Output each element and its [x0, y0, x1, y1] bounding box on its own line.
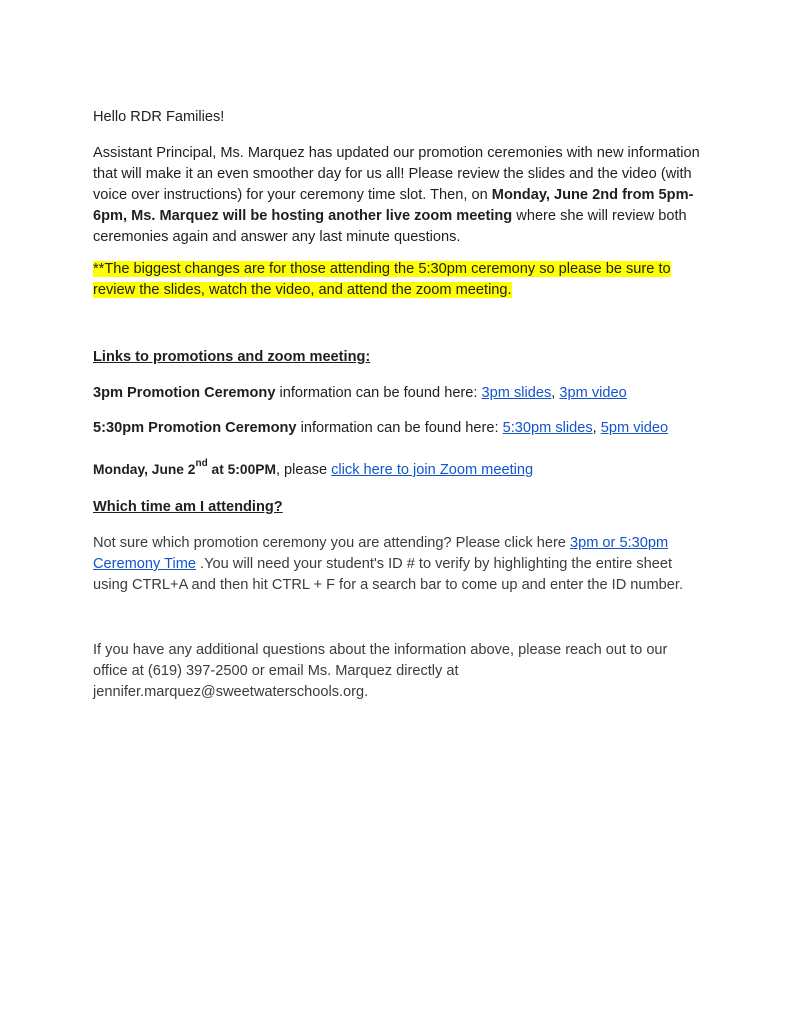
which-time-text-2: .You will need your student's ID # to verify by highlighting the entire sheet using CTRL+A and then hit CTRL + F for a search bar to come up and enter the ID number. — [93, 556, 684, 593]
which-time-heading: Which time am I attending? — [93, 499, 283, 515]
ceremony-530pm-separator: , — [592, 420, 601, 436]
zoom-date: Monday, June 2 — [93, 462, 196, 477]
intro-bold: Monday, June 2nd from 5pm-6pm, Ms. Marquez will be hosting another live zoom meeting — [93, 187, 694, 224]
contact-paragraph: If you have any additional questions about the information above, please reach out to our office at (619) 397-2500 or email Ms. Marquez directly at jennifer.marquez@sweetwaterschools.org. — [93, 642, 668, 700]
ceremony-3pm-title: 3pm Promotion Ceremony — [93, 385, 276, 401]
530pm-slides-link[interactable]: 5:30pm slides — [502, 420, 593, 436]
ceremony-530pm-line — [93, 418, 703, 439]
links-heading: Links to promotions and zoom meeting: — [93, 349, 371, 365]
which-time-paragraph — [93, 533, 703, 596]
intro-text-1: Assistant Principal, Ms. Marquez has updated our promotion ceremonies with new information that will make it an even smoother day for us all! Please review the slides and the video (with voice over instructions) for your ceremony time slot. Then, on — [93, 145, 700, 203]
zoom-line — [93, 459, 703, 481]
5pm-video-link[interactable]: 5pm video — [600, 420, 669, 436]
ceremony-3pm-text: information can be found here: — [275, 385, 482, 401]
ceremony-3pm-line — [93, 383, 703, 404]
ceremony-530pm-text: information can be found here: — [296, 420, 503, 436]
intro-text-2: where she will review both ceremonies again and answer any last minute questions. — [93, 208, 687, 245]
ceremony-530pm-title: 5:30pm Promotion Ceremony — [93, 420, 297, 436]
zoom-time: at 5:00PM — [207, 462, 276, 477]
which-time-text-1: Not sure which promotion ceremony you are attending? Please click here — [93, 535, 570, 551]
highlight-note — [93, 259, 703, 301]
3pm-video-link[interactable]: 3pm video — [559, 385, 627, 401]
zoom-date-suffix: nd — [195, 458, 208, 470]
intro-paragraph — [93, 143, 703, 248]
3pm-slides-link[interactable]: 3pm slides — [481, 385, 552, 401]
greeting: Hello RDR Families! — [93, 109, 225, 125]
ceremony-3pm-separator: , — [551, 385, 560, 401]
zoom-text: , please — [275, 462, 332, 478]
highlight-note-text: **The biggest changes are for those attending the 5:30pm ceremony so please be sure to review the slides, watch the video, and attend the zoom meeting. — [93, 261, 671, 298]
ceremony-time-link[interactable]: 3pm or 5:30pm Ceremony Time — [93, 535, 669, 572]
zoom-meeting-link[interactable]: click here to join Zoom meeting — [331, 462, 534, 478]
